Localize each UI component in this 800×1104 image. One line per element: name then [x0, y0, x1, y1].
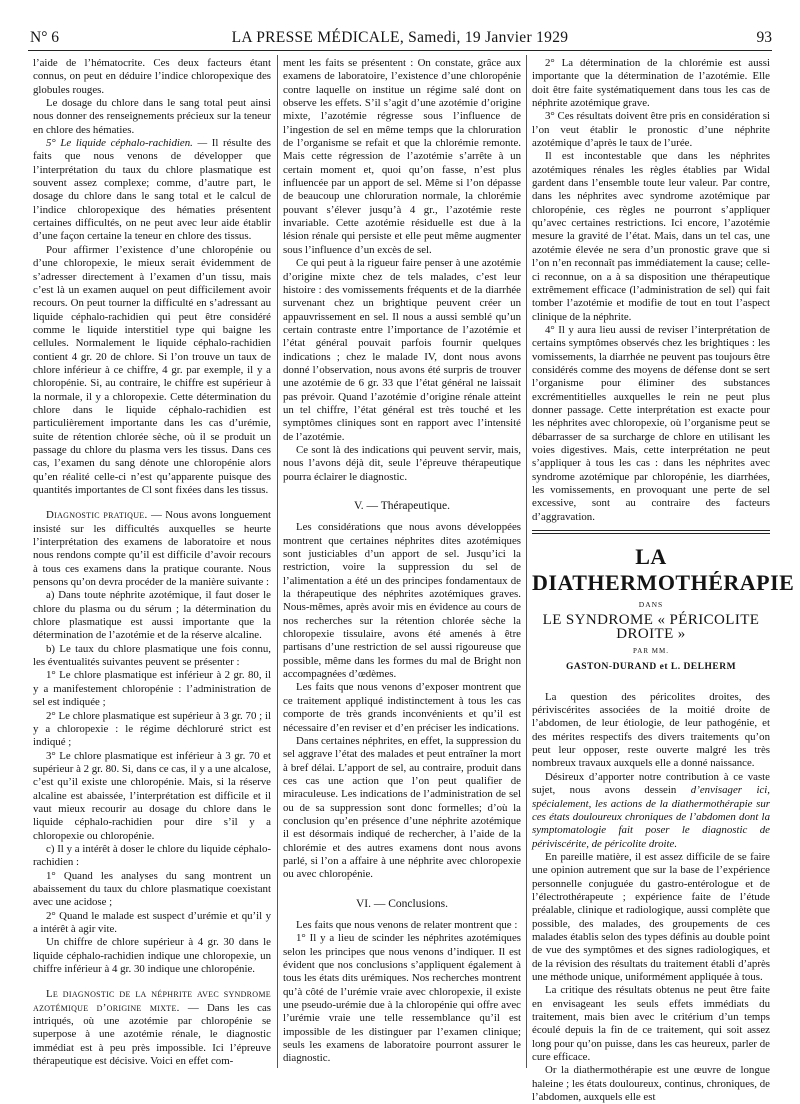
paragraph: c) Il y a intérêt à doser le chlore du liquide céphalo-rachidien : [33, 842, 271, 869]
paragraph: 2° La détermination de la chlorémie est aussi importante que la détermination de l’azotémie. Elle doit être faite systématiquement dans tous les cas de néphrite azotémique grave. [532, 57, 770, 110]
issue-number: N° 6 [30, 29, 60, 46]
paragraph [33, 137, 271, 244]
paragraph-text: Il résulte des faits que nous venons de développer que l’interprétation du taux du chlore plasmatique est souvent assez complexe; comme, d’autre part, le dosage du chlore dans le sang total et le calcul de l’indice chloropexique des hématies présentent certaines difficultés, on ne peut avec leur aide établir d’une façon certaine la teneur en chlore des tissus. [33, 137, 271, 243]
paragraph: Or la diathermothérapie est une œuvre de longue haleine ; les états douloureux, continus, chroniques, de l’abdomen, auxquels elle est [532, 1064, 770, 1104]
paragraph: Les considérations que nous avons développées montrent que certaines néphrites dites azotémiques sont justiciables d’un apport de sel. Jusqu’ici la restriction, voire la suppression du sel de l’alimentation a été un des principes fondamentaux de la thérapeutique des néphrites azotémiques graves. Nous-mêmes, après avoir mis en évidence au cours de nos recherches sur la rétention chlorée sèche la chloropexie tissulaire, avons été amenés à être partisans d’une restriction de sel aussi rigoureuse que possible, même dans les formes du mal de Bright non accompagnées d’œdèmes. [283, 521, 521, 681]
paragraph: Ce qui peut à la rigueur faire penser à une azotémie d’origine mixte chez de tels malades, c’est leur histoire : des vomissements fréquents et de la diarrhée survenant chez un brightique peuvent créer un appauvrissement en sel. Il nous a aussi semblé qu’un certain contraste entre l’importance de l’azotémie et l’état général pouvait parfois fournir quelques indications ; chez le malade IV, dont nous avons donné l’observation, nous avons été surpris de trouver une azotémie de 6 gr. 33 que l’état général ne laissait pas prévoir. Quand l’azotémie d’origine rénale atteint un tel chiffre, l’état général est très touché et les symptômes cliniques sont en rapport avec l’intensité de l’azotémie. [283, 257, 521, 443]
section-heading-conclusions: VI. — Conclusions. [356, 897, 448, 910]
paragraph [33, 988, 271, 1068]
article-authors: GASTON-DURAND et L. DELHERM [565, 662, 737, 673]
paragraph [532, 771, 770, 851]
paragraph: Dans certaines néphrites, en effet, la suppression du sel aggrave l’état des malades et peut entraîner la mort à bref délai. L’apport de sel, au contraire, produit dans ces cas une action que l’on peut qualifier de miraculeuse. Les indications de l’administration de sel ou de sa suppression sont donc formelles; d’où la conclusion qu’en présence d’une néphrite azotémique il est désormais indiqué de rechercher, à l’aide de la chlorémie et des autres examens dont nous avons parlé, si l’on a affaire à une néphrite avec chloropexie ou avec chloropénie. [283, 734, 521, 881]
section-label: 5° Le liquide céphalo-rachidien. — [46, 137, 208, 150]
paragraph: 2° Quand le malade est suspect d’urémie et qu’il y a intérêt à agir vite. [33, 909, 271, 935]
paragraph-text: Dans les cas intriqués, où une azotémie par chloropénie se superpose à une azotémie rénale, le diagnostic immédiat est à peu près impossible. Ici l’épreuve thérapeutique est décisive. Voici en effet com- [33, 1001, 271, 1068]
article-separator [532, 530, 770, 531]
italic-text: d’envisager ici, spécialement, les actions de la diathermothérapie sur ces états douloureux chroniques de l’abdomen dont la symptomatologie fait poser le diagnostic de périviscérite, de péricolite droite. [532, 784, 771, 850]
header-rule [28, 50, 772, 51]
paragraph: a) Dans toute néphrite azotémique, il faut doser le chlore du plasma ou du sérum ; la détermination du chlore plasmatique est aussi importante que la détermination de l’azotémie et de la réserve alcaline. [33, 589, 271, 642]
paragraph: Les faits que nous venons de relater montrent que : [296, 918, 518, 931]
paragraph: Un chiffre de chlore supérieur à 4 gr. 30 dans le liquide céphalo-rachidien indique une chloropexie, un chiffre inférieur à 4 gr. 30 indique une chloropénie. [33, 936, 271, 976]
paragraph: b) Le taux du chlore plasmatique une fois connu, les éventualités suivantes peuvent se présenter : [33, 642, 271, 669]
section-label: Diagnostic pratique. — [46, 509, 163, 522]
column-divider-1 [277, 55, 278, 1068]
paragraph: Les faits que nous venons d’exposer montrent que ce traitement appliqué indistinctement à tous les cas comporte de très grands inconvénients et qu’il est nécessaire d’en reviser et d’en préciser les indications. [283, 681, 521, 734]
paragraph: 3° Ces résultats doivent être pris en considération si l’on veut établir le pronostic d’une néphrite azotémique d’après le taux de l’urée. [532, 110, 770, 150]
article-title-connector: DANS [638, 600, 664, 610]
paragraph [33, 509, 271, 589]
paragraph: 4° Il y aura lieu aussi de reviser l’interprétation de certains symptômes observés chez les brightiques : les vomissements, la diarrhée ne peuvent pas toujours être considérés comme des moyens de défense dont se sert l’organisme pour éliminer des substances excrémentitielles auxquelles le rein ne peut plus donner passage. Cette interprétation est exacte pour les néphrites avec chloropexie, où l’organisme peut se débarrasser de sa surcharge de chlore en utilisant les voies digestives. Mais, cette interprétation ne peut s’appliquer à tous les cas : dans les néphrites avec syndrome azotémique par chloropénie, les diarrhées, les vomissements, en provoquant une perte de sel excessive, sont au contraire des facteurs d’aggravation. [532, 323, 770, 523]
paragraph: l’aide de l’hématocrite. Ces deux facteurs étant connus, on peut en déduire l’indice chloropexique des globules rouges. [33, 57, 271, 96]
article-separator [532, 533, 770, 534]
paragraph: ment les faits se présentent : On constate, grâce aux examens de laboratoire, l’existence d’une chloropénie contre laquelle on institue un régime salé dont on observe les effets. S’il s’agit d’une azotémie d’origine mixte, l’azotémie régresse sous l’influence de l’ingestion de sel en même temps que la chloruration de l’organisme se refait et que la chlorémie remonte. Mais cette régression de l’azotémie s’arrête à un certain moment et, quoi qu’on fasse, n’est plus influencée par un apport de sel. Même si l’on dépasse de beaucoup une chloruration normale, la chlorémie pouvant s’élever jusqu’à 4 gr., l’azotémie reste invariable. Cette azotémie résiduelle est due à la lésion rénale qui persiste et elle peut même augmenter sous l’influence d’un excès de sel. [283, 57, 521, 256]
paragraph: Le dosage du chlore dans le sang total peut ainsi nous donner des renseignements précieux sur la teneur en chlore des hématies. [33, 97, 271, 136]
paragraph-text: Nous avons longuement insisté sur les difficultés auxquelles se heurte l’interprétation des examens de laboratoire et nous nous rendons compte qu’il est difficile d’avoir recours à tous ces examens dans la pratique courante. Nous pensons qu’on devra procéder de la manière suivante : [33, 509, 272, 589]
paragraph: 1° Il y a lieu de scinder les néphrites azotémiques selon les principes que nous venons d’indiquer. Il est évident que nos conclusions s’appliquent également à tous les états dits urémiques. Nos recherches montrent qu’à côté de l’urémie vraie avec chloropexie, il existe une pseudo-urémie due à la chloropénie qui offre avec l’urémie vraie une telle ressemblance qu’il est impossible de les distinguer par l’examen clinique; seuls les examens de laboratoire pourront assurer le diagnostic. [283, 932, 521, 1065]
paragraph: 3° Le chlore plasmatique est inférieur à 3 gr. 70 et supérieur à 2 gr. 80. Si, dans ce cas, il y a une alcalose, c’est qu’il existe une chloropénie. Mais, si la réserve alcaline est abaissée, l’interprétation est difficile et il vaut mieux recourir au dosage du chlore dans le liquide céphalo-rachidien pour dire s’il y a chloropexie ou chloropénie. [33, 749, 271, 842]
paragraph: 1° Le chlore plasmatique est inférieur à 2 gr. 80, il y a manifestement chloropénie : l’administration de sel est indiquée ; [33, 669, 271, 709]
column-2 [283, 57, 521, 1077]
paragraph: 1° Quand les analyses du sang montrent un abaissement du taux du chlore plasmatique coexistant avec une acidose ; [33, 869, 271, 909]
running-header [28, 27, 772, 49]
column-1 [33, 57, 271, 1077]
column-3 [532, 57, 795, 1104]
column-divider-2 [526, 55, 527, 1068]
article-title: LA DIATHERMOTHÉRAPIE [532, 544, 795, 596]
paragraph: En pareille matière, il est assez difficile de se faire une opinion autrement que sur la base de l’expérience personnelle conjuguée du gastro-entérologue et de l’électrothérapeute ; expérience faite de l’étude préalable, clinique et radiologique, aussi complète que possible, des malades, des groupements de ces malades établis selon des types définis au double point de vue des symptômes et des signes radiologiques, et de la révision des résultats du traitement établi d’après une méthode unique, uniformément appliquée à tous. [532, 850, 770, 983]
section-label: Le diagnostic de la néphrite avec syndrome azotémique d’origine mixte. — [33, 988, 271, 1014]
paragraph: Ce sont là des indications qui peuvent servir, mais, nous l’avons déjà dit, seule l’épreuve thérapeutique pourra éclairer le diagnostic. [283, 443, 521, 483]
journal-title-date: LA PRESSE MÉDICALE, Samedi, 19 Janvier 1929 [231, 29, 569, 46]
paragraph: La critique des résultats obtenus ne peut être faite en envisageant les seuls effets immédiats du traitement, mais bien avec le critérium d’un temps écoulé depuis la fin de ce traitement, qui soit assez long pour qu’on puisse, dans les cas heureux, parler de cure efficace. [532, 984, 770, 1064]
article-subtitle: LE SYNDROME « PÉRICOLITE DROITE » [542, 612, 760, 642]
page-number: 93 [756, 29, 772, 46]
paragraph: Il est incontestable que dans les néphrites azotémiques rénales les règles établies par Widal gardent dans l’ensemble toute leur valeur. Par contre, dans les néphrites avec syndrome azotémique par chloropénie, ces règles ne pourront s’appliquer qu’avec certaines restrictions. Ici encore, l’azotémie mesure la gravité de l’état. Mais, dans un tel cas, une azotémie élevée ne sera d’un pronostic grave que si l’on n’en reconnaît pas immédiatement la cause; celle-ci reconnue, on a à sa disposition une thérapeutique extrêmement efficace (l’administration de sel) qui fait tomber l’azotémie et modifie de tout en tout l’aspect clinique de la néphrite. [532, 150, 770, 323]
paragraph: La question des péricolites droites, des périviscérites associées de la moitié droite de l’abdomen, de leur étiologie, de leur pathogénie, et des mérites respectifs des divers traitements qu’on peut leur opposer, reste ouverte malgré les très nombreux travaux auxquels elle a donné naissance. [532, 690, 770, 770]
paragraph-text: Désireux d’apporter notre contribution à ce vaste sujet, nous avons dessein [532, 770, 770, 797]
byline-prefix: PAR MM. [633, 647, 669, 656]
paragraph: 2° Le chlore plasmatique est supérieur à 3 gr. 70 ; il y a chloropexie : le régime déchloruré strict est indiqué ; [33, 709, 271, 749]
section-heading-therapeutique: V. — Thérapeutique. [353, 500, 451, 512]
paragraph: Pour affirmer l’existence d’une chloropénie ou d’une chloropexie, le mieux serait évidemment de s’adresser directement à l’examen d’un tissu, mais c’est là un examen auquel on peut difficilement avoir recours. On peut tourner la difficulté en s’adressant au liquide céphalo-rachidien qui peut être considéré comme le liquide interstitiel type qui baigne les cellules. Normalement le liquide céphalo-rachidien contient 4 gr. 20 de chlore. Si l’on trouve un taux de chlore inférieur à ce chiffre, 4 gr. par exemple, il y a chloropénie. Si, au contraire, le chiffre est supérieur à la normale, il y a chloropexie. Cette détermination du chlore dans le liquide céphalo-rachidien est particulièrement importante dans les cas d’urémie, suite de rétention chlorée sèche, où il se produit un passage du chlore du plasma vers les tissus. Dans ces cas, l’examen du sang dénote une chloropénie alors qu’en réalité celle-ci n’est qu’apparente puisque des quantités importantes de Cl sont fixées dans les tissus. [33, 243, 271, 496]
